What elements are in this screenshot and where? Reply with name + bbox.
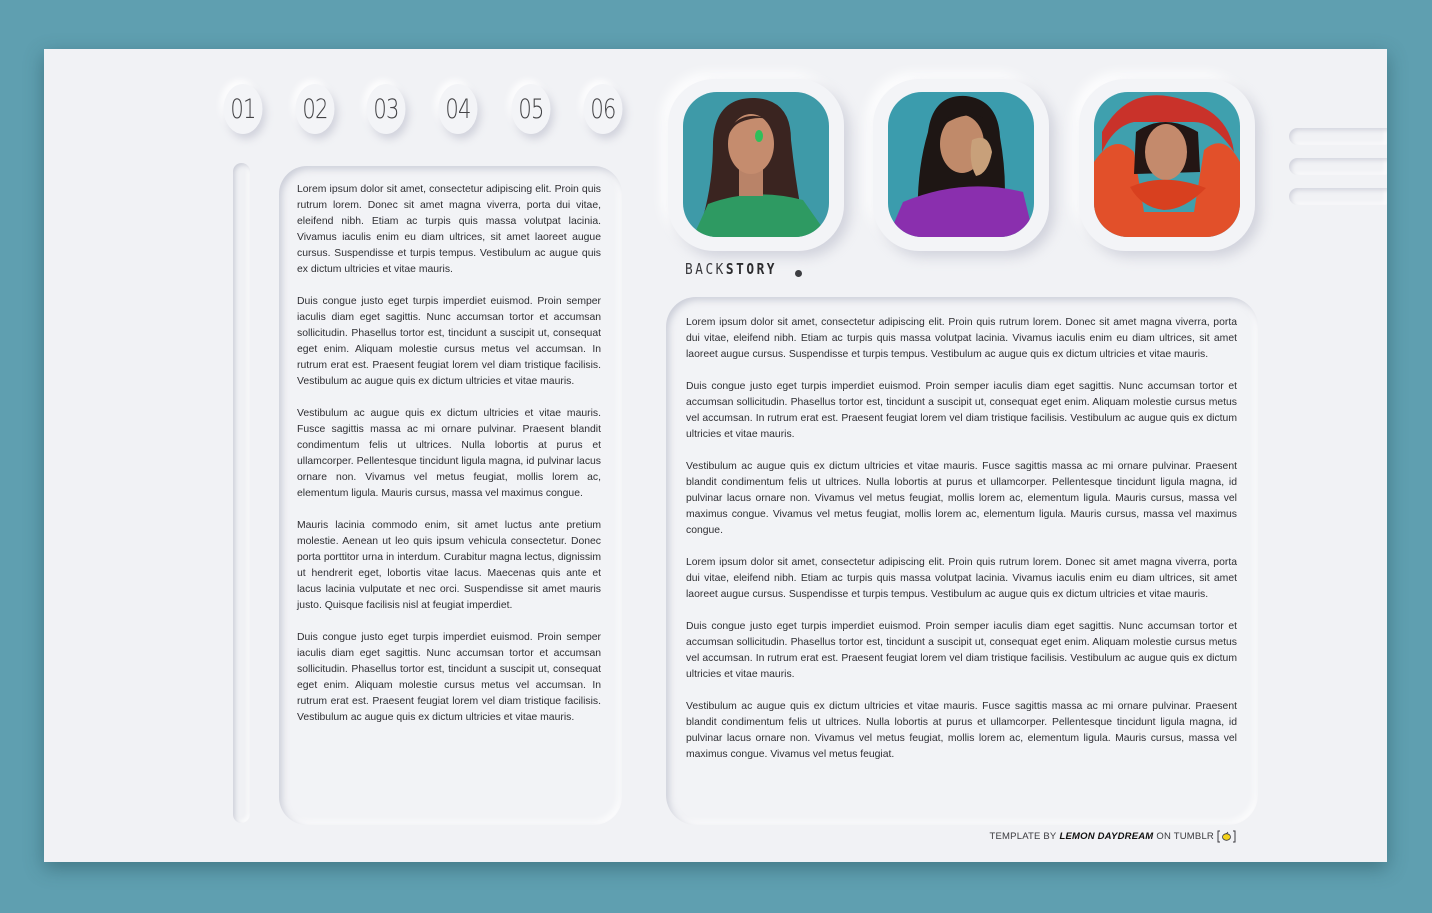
portrait-image-2	[888, 92, 1034, 237]
nav-button-05[interactable]: 05	[512, 84, 551, 134]
heading-dot	[795, 270, 802, 277]
portrait-image-3	[1094, 92, 1240, 237]
photo-frame-2[interactable]	[873, 79, 1049, 251]
left-text-panel[interactable]	[279, 166, 622, 825]
backstory-paragraph-4: Lorem ipsum dolor sit amet, consectetur adipiscing elit. Proin quis rutrum lorem. Donec sit amet magna viverra, porta dui vitae, eleifend nibh. Etiam ac turpis quis massa volutpat lacinia. Vivamus iaculis enim eu diam ultrices, sit amet laoreet augue cursus. Suspendisse et turpis tempus. Vestibulum ac augue quis ex dictum ultricies et vitae mauris.	[686, 557, 1237, 600]
credit-brand-link[interactable]: LEMON DAYDREAM	[1059, 831, 1154, 842]
backstory-paragraph-5: Duis congue justo eget turpis imperdiet euismod. Proin semper iaculis diam eget sagittis. Nunc accumsan tortor et accumsan sollicitudin. Phasellus tortor est, tincidunt a suscipit ut, consequat eget enim. Aliquam molestie cursus metus vel accumsan. In rutrum erat est. Praesent feugiat lorem vel diam tristique facilisis. Vestibulum ac augue quis ex dictum ultricies et vitae mauris.	[686, 621, 1237, 680]
left-paragraph-5: Duis congue justo eget turpis imperdiet euismod. Proin semper iaculis diam eget sagittis. Nunc accumsan tortor et accumsan sollicitudin. Phasellus tortor est, tincidunt a suscipit ut, consequat eget enim. Aliquam molestie cursus metus vel accumsan. In rutrum erat est. Praesent feugiat lorem vel diam tristique facilisis. Vestibulum ac augue quis ex dictum ultricies et vitae mauris.	[297, 632, 601, 723]
footer-credit	[990, 830, 1236, 843]
menu-bar-2[interactable]	[1289, 158, 1387, 175]
lemon-icon[interactable]	[1217, 830, 1236, 843]
nav-button-06[interactable]: 06	[584, 84, 623, 134]
nav-button-01[interactable]: 01	[224, 84, 263, 134]
nav-button-04[interactable]: 04	[439, 84, 478, 134]
left-paragraph-4: Mauris lacinia commodo enim, sit amet luctus ante pretium molestie. Aenean ut leo quis ipsum vehicula consectetur. Donec porta porttitor urna in interdum. Curabitur magna lectus, dignissim ut hendrerit eget, lobortis vitae lacus. Maecenas quis ante et lacus lacinia vulputate et nec orci. Suspendisse sit amet mauris justo. Quisque facilisis nisl at feugiat imperdiet.	[297, 520, 601, 611]
nav-button-02[interactable]: 02	[296, 84, 335, 134]
photo-1-earring	[755, 130, 763, 142]
left-paragraph-3: Vestibulum ac augue quis ex dictum ultricies et vitae mauris. Fusce sagittis massa ac mi ornare pulvinar. Praesent blandit condimentum felis ut ultrices. Nulla lobortis at purus et ullamcorper. Pellentesque tincidunt ligula magna, id pulvinar lacus ornare non. Vivamus vel metus feugiat, mollis lorem ac, elementum ligula. Mauris cursus, massa vel maximus congue.	[297, 408, 601, 499]
scroll-track[interactable]	[233, 163, 250, 823]
portrait-photo-1	[683, 92, 829, 237]
credit-prefix: TEMPLATE BY	[989, 831, 1057, 842]
left-paragraph-2: Duis congue justo eget turpis imperdiet euismod. Proin semper iaculis diam eget sagittis. Nunc accumsan tortor et accumsan sollicitudin. Phasellus tortor est, tincidunt a suscipit ut, consequat eget enim. Aliquam molestie cursus metus vel accumsan. In rutrum erat est. Praesent feugiat lorem vel diam tristique facilisis. Vestibulum ac augue quis ex dictum ultricies et vitae mauris.	[297, 296, 601, 387]
backstory-paragraph-1: Lorem ipsum dolor sit amet, consectetur adipiscing elit. Proin quis rutrum lorem. Donec sit amet magna viverra, porta dui vitae, eleifend nibh. Etiam ac turpis quis massa volutpat lacinia. Vivamus iaculis enim eu diam ultrices, sit amet laoreet augue cursus. Suspendisse et turpis tempus. Vestibulum ac augue quis ex dictum ultricies et vitae mauris.	[686, 317, 1237, 360]
menu-bar-1[interactable]	[1289, 128, 1387, 145]
photo-frame-3[interactable]	[1079, 79, 1255, 251]
left-paragraph-1: Lorem ipsum dolor sit amet, consectetur adipiscing elit. Proin quis rutrum lorem. Donec sit amet magna viverra, porta dui vitae, eleifend nibh. Etiam ac turpis quis massa volutpat lacinia. Vivamus iaculis enim eu diam ultrices, sit amet laoreet augue cursus. Suspendisse et turpis tempus. Vestibulum ac augue quis ex dictum ultricies et vitae mauris.	[297, 184, 601, 275]
portrait-photo-3	[1094, 92, 1240, 237]
menu-bar-3[interactable]	[1289, 188, 1387, 205]
credit-suffix: ON TUMBLR	[1156, 831, 1214, 842]
nav-button-03[interactable]: 03	[367, 84, 406, 134]
main-card	[44, 49, 1387, 862]
backstory-paragraph-2: Duis congue justo eget turpis imperdiet euismod. Proin semper iaculis diam eget sagittis. Nunc accumsan tortor et accumsan sollicitudin. Phasellus tortor est, tincidunt a suscipit ut, consequat eget enim. Aliquam molestie cursus metus vel accumsan. In rutrum erat est. Praesent feugiat lorem vel diam tristique facilisis. Vestibulum ac augue quis ex dictum ultricies et vitae mauris.	[686, 381, 1237, 440]
backstory-paragraph-3: Vestibulum ac augue quis ex dictum ultricies et vitae mauris. Fusce sagittis massa ac mi ornare pulvinar. Praesent blandit condimentum felis ut ultrices. Nulla lobortis at purus et ullamcorper. Pellentesque tincidunt ligula magna, id pulvinar lacus ornare non. Vivamus vel metus feugiat, mollis lorem ac, elementum ligula. Mauris cursus, massa vel maximus congue. Vivamus vel metus feugiat, mollis lorem ac, elementum ligula. Mauris cursus, massa vel maximus congue.	[686, 461, 1237, 536]
photo-3-face	[1145, 124, 1187, 180]
portrait-image-1	[683, 92, 829, 237]
backstory-heading-bold: STORY	[725, 260, 778, 278]
portrait-photo-2	[888, 92, 1034, 237]
backstory-text-panel[interactable]	[666, 297, 1258, 825]
backstory-heading	[685, 260, 777, 278]
photo-frame-1[interactable]	[668, 79, 844, 251]
backstory-paragraph-6: Vestibulum ac augue quis ex dictum ultricies et vitae mauris. Fusce sagittis massa ac mi ornare pulvinar. Praesent blandit condimentum felis ut ultrices. Nulla lobortis at purus et ullamcorper. Pellentesque tincidunt ligula magna, id pulvinar lacus ornare non. Vivamus vel metus feugiat, mollis lorem ac, elementum ligula. Mauris cursus, massa vel maximus congue. Vivamus vel metus feugiat.	[686, 701, 1237, 760]
backstory-heading-light: BACK	[685, 260, 726, 278]
